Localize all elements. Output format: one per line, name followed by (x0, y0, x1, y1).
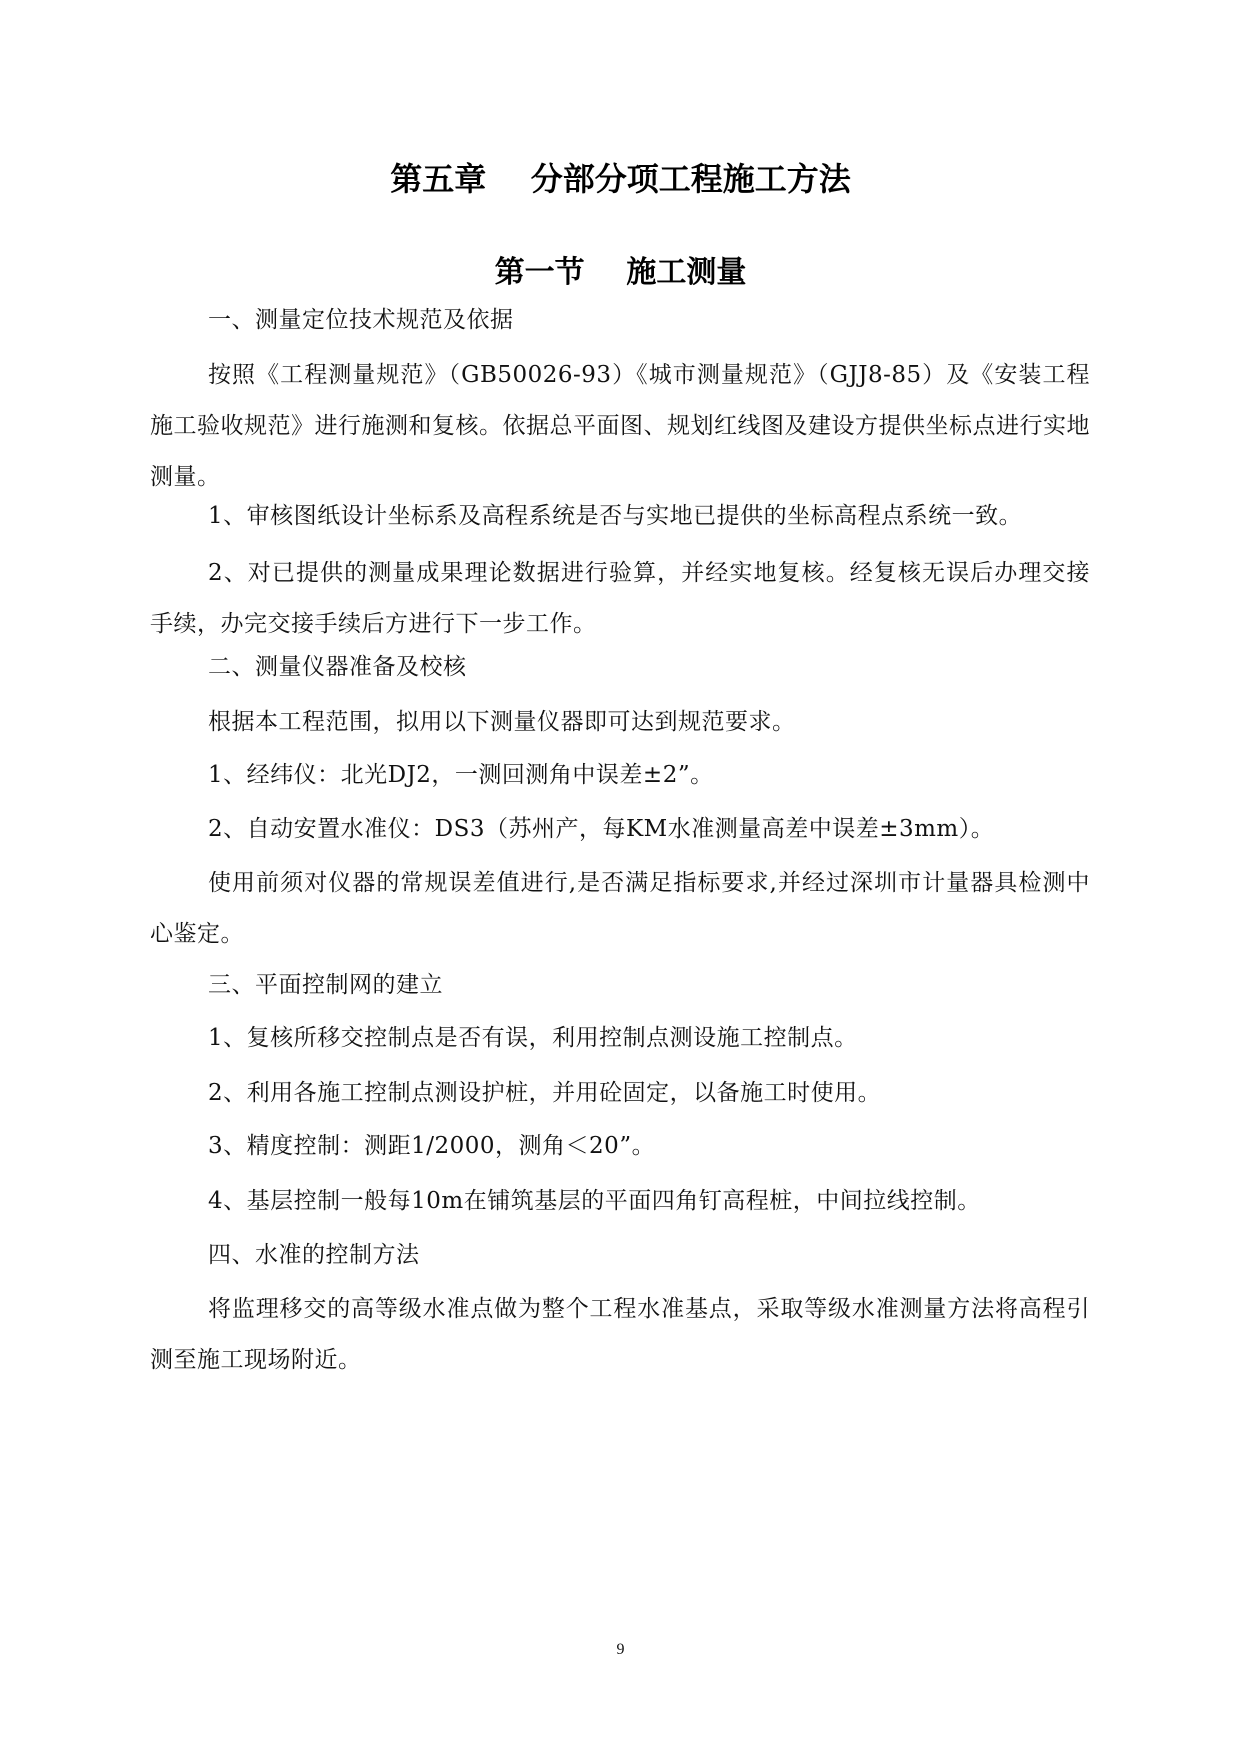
chapter-title: 第五章 分部分项工程施工方法 (390, 160, 851, 198)
heading-survey-standards: 一、测量定位技术规范及依据 (208, 307, 514, 333)
paragraph-verify-data: 2、对已提供的测量成果理论数据进行验算，并经实地复核。经复核无误后办理交接手续，办完交接手续后方进行下一步工作。 (150, 560, 1090, 637)
paragraph-precision-control: 3、精度控制：测距1/2000，测角＜20”。 (208, 1133, 656, 1159)
paragraph-instrument-scope: 根据本工程范围，拟用以下测量仪器即可达到规范要求。 (208, 709, 796, 735)
paragraph-check-control-points: 1、复核所移交控制点是否有误，利用控制点测设施工控制点。 (208, 1025, 858, 1051)
paragraph-base-layer-control: 4、基层控制一般每10m在铺筑基层的平面四角钉高程桩，中间拉线控制。 (208, 1188, 981, 1214)
paragraph-instrument-calibration: 使用前须对仪器的常规误差值进行,是否满足指标要求,并经过深圳市计量器具检测中心鉴定。 (150, 870, 1090, 947)
paragraph-level-instrument: 2、自动安置水准仪：DS3（苏州产，每KM水准测量高差中误差±3mm）。 (208, 816, 995, 842)
paragraph-protective-stakes: 2、利用各施工控制点测设护桩，并用砼固定，以备施工时使用。 (208, 1080, 882, 1106)
heading-instrument-preparation: 二、测量仪器准备及校核 (208, 654, 467, 680)
paragraph-survey-basis: 按照《工程测量规范》（GB50026-93）《城市测量规范》（GJJ8-85）及《安装工程施工验收规范》进行施测和复核。依据总平面图、规划红线图及建设方提供坐标点进行实地测量。 (150, 362, 1090, 490)
paragraph-benchmark-transfer: 将监理移交的高等级水准点做为整个工程水准基点，采取等级水准测量方法将高程引测至施工现场附近。 (150, 1296, 1090, 1373)
paragraph-theodolite: 1、经纬仪：北光DJ2，一测回测角中误差±2”。 (208, 762, 714, 788)
heading-leveling-control: 四、水准的控制方法 (208, 1242, 420, 1268)
heading-plane-control-network: 三、平面控制网的建立 (208, 972, 443, 998)
section-title: 第一节 施工测量 (494, 255, 747, 290)
page-number: 9 (616, 1641, 625, 1658)
paragraph-review-coordinates: 1、审核图纸设计坐标系及高程系统是否与实地已提供的坐标高程点系统一致。 (208, 503, 1023, 529)
